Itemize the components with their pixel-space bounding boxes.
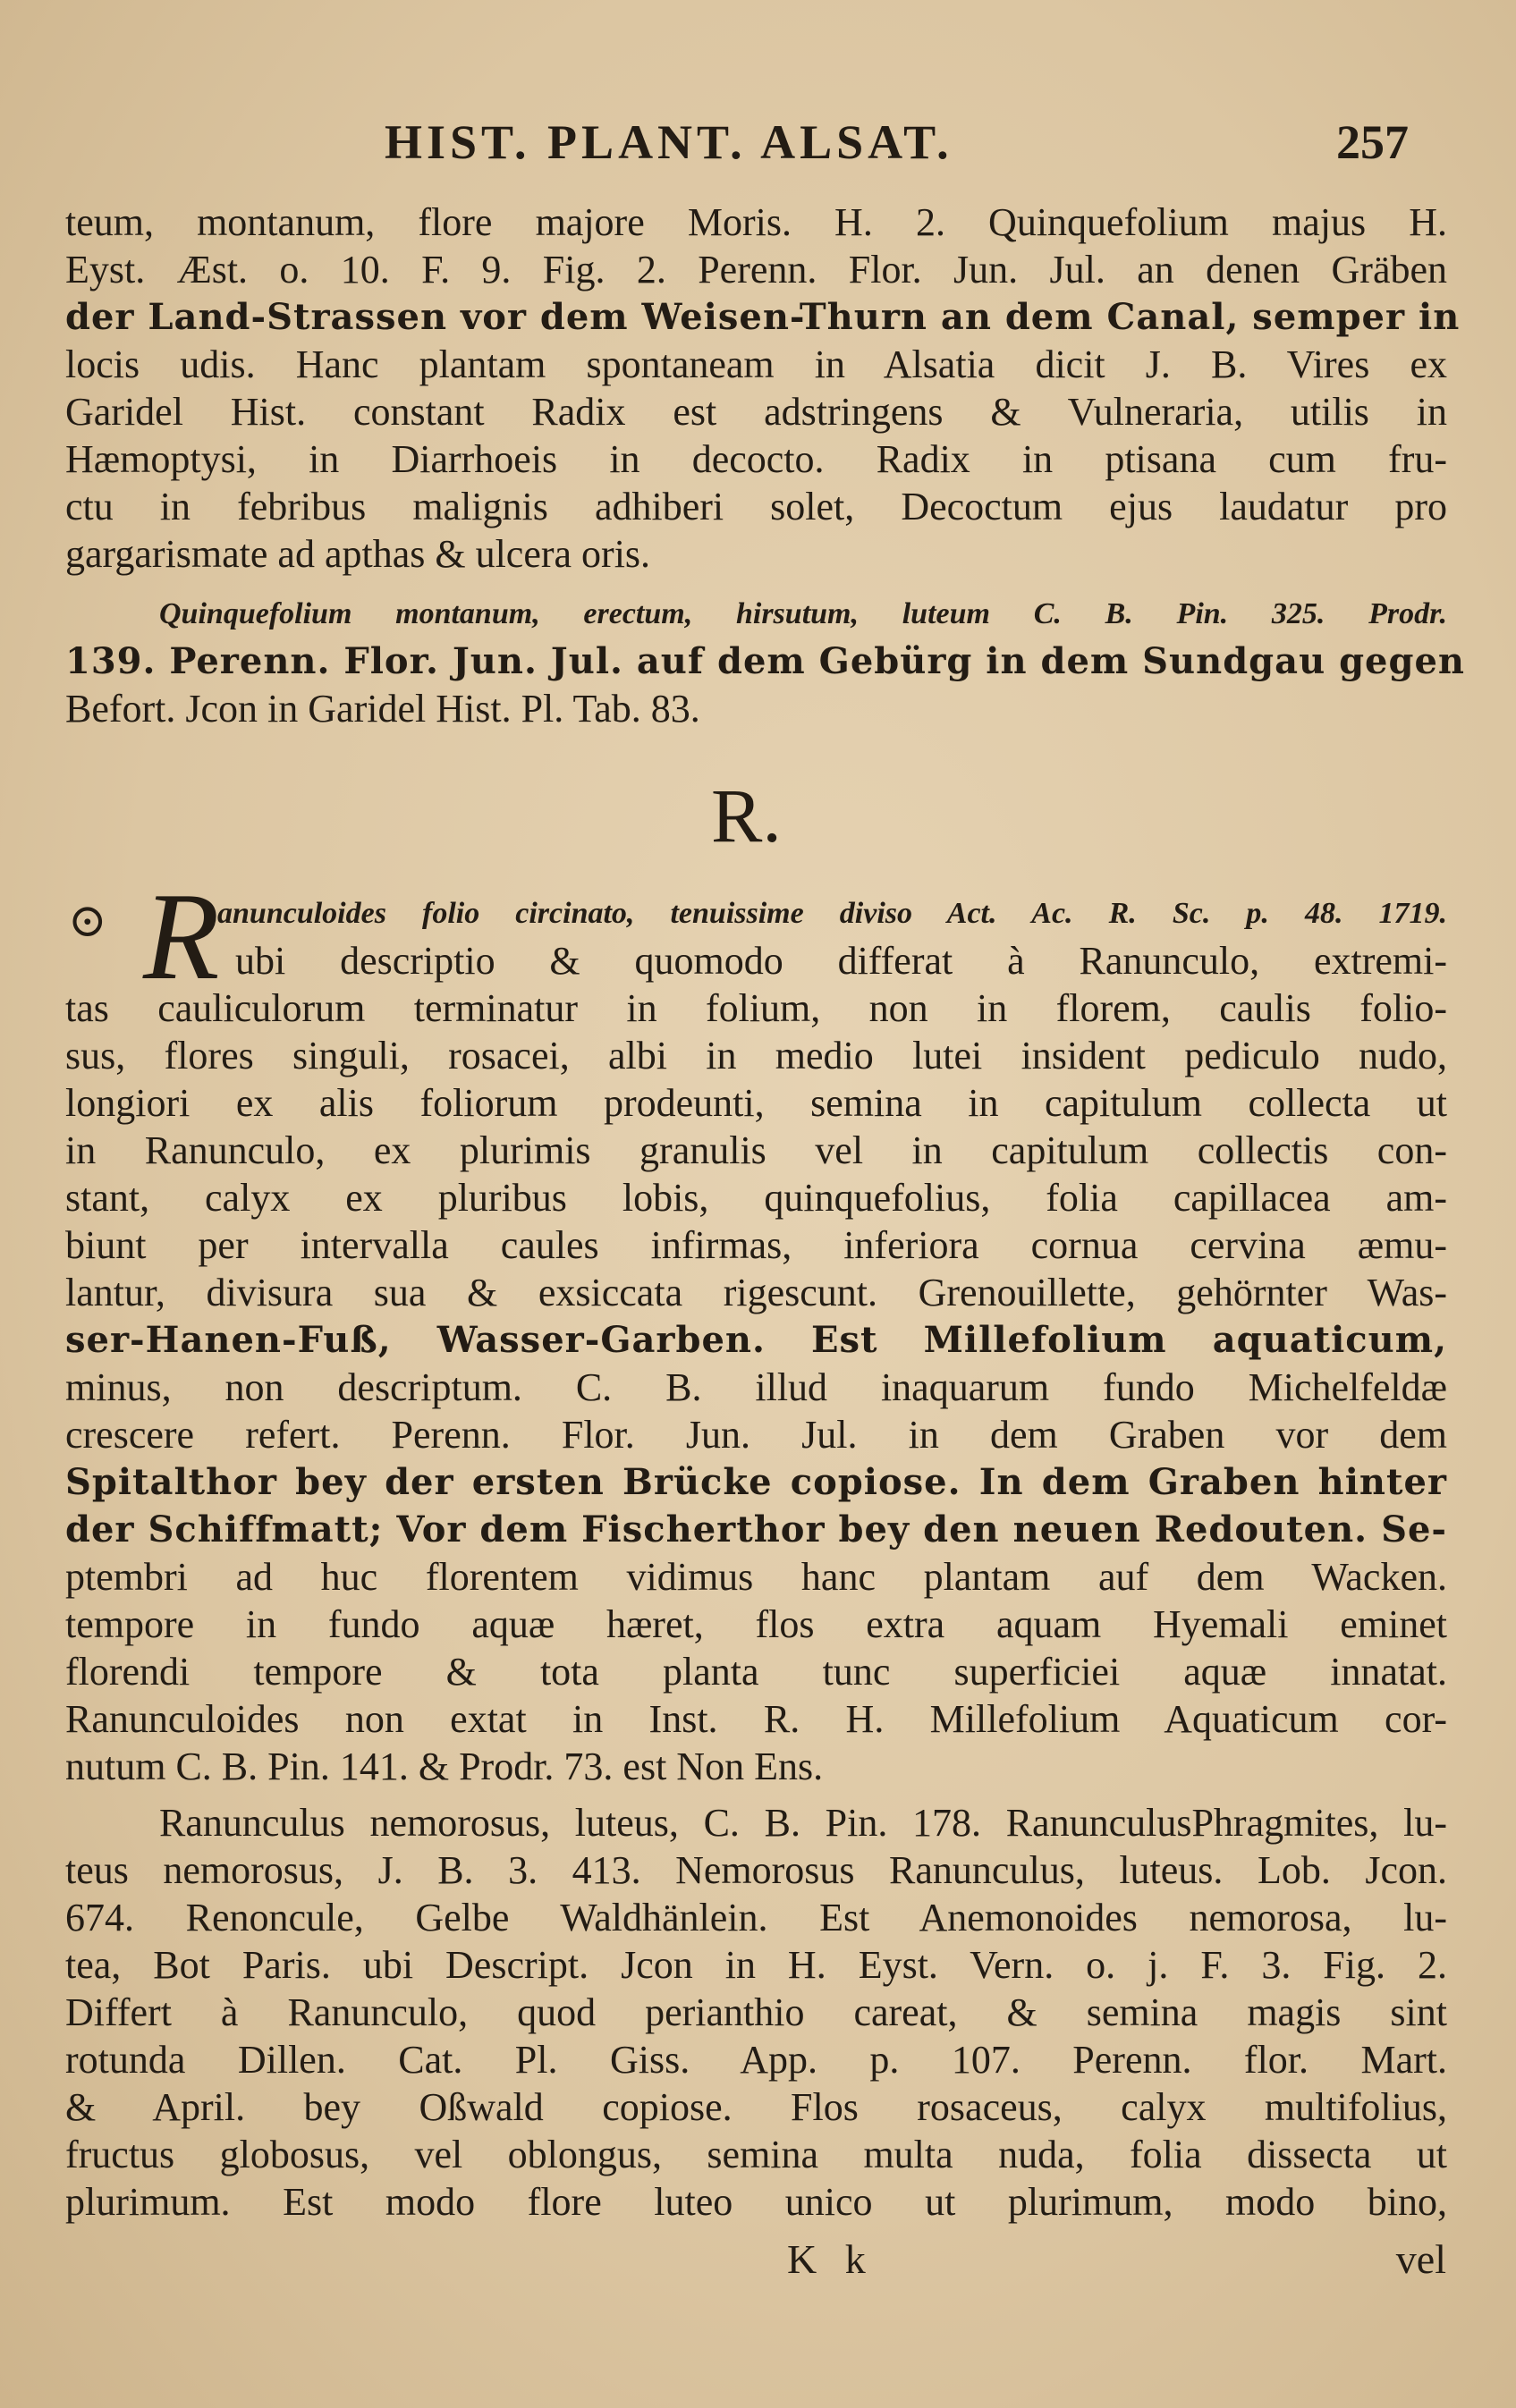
page-number: 257 — [1336, 115, 1409, 169]
text-line: Ranunculus nemorosus, luteus, C. B. Pin. 178. RanunculusPhragmites, lu- — [159, 1801, 1447, 1845]
text-line: Ranunculoides non extat in Inst. R. H. Millefolium Aquaticum cor- — [65, 1697, 1447, 1741]
text-line: teus nemorosus, J. B. 3. 413. Nemorosus Ranunculus, luteus. Lob. Jcon. — [65, 1848, 1447, 1892]
text-line: Differt à Ranunculo, quod perianthio careat, & semina magis sint — [65, 1990, 1447, 2034]
text-line: ctu in febribus malignis adhiberi solet, Decoctum ejus laudatur pro — [65, 485, 1447, 528]
paragraph-ranunculoides — [65, 890, 1447, 1790]
text-line: anunculoides folio circinato, tenuissime diviso Act. Ac. R. Sc. p. 48. 1719. — [217, 897, 1447, 930]
text-line: biunt per intervalla caules infirmas, inferiora cornua cervina æmu- — [65, 1223, 1447, 1267]
text-line: der Schiffmatt; Vor dem Fischerthor bey den neuen Redouten. Se- — [65, 1508, 1447, 1550]
text-line: tas cauliculorum terminatur in folium, non in florem, caulis folio- — [65, 986, 1447, 1030]
text-line: sus, flores singuli, rosacei, albi in medio lutei insident pediculo nudo, — [65, 1034, 1447, 1077]
catchword: vel — [1395, 2236, 1446, 2282]
drop-cap: R — [143, 867, 220, 1006]
section-letter: R. — [711, 773, 782, 858]
gathering-signature: K k — [787, 2236, 875, 2282]
paragraph-quinquefolium-majus — [65, 199, 1461, 578]
running-title: HIST. PLANT. ALSAT. — [385, 115, 953, 169]
text-line: ptembri ad huc florentem vidimus hanc plantam auf dem Wacken. — [65, 1555, 1447, 1599]
text-line: fructus globosus, vel oblongus, semina multa nuda, folia dissecta ut — [65, 2133, 1447, 2176]
text-line: tempore in fundo aquæ hæret, flos extra aquam Hyemali eminet — [65, 1602, 1447, 1646]
text-line: 674. Renoncule, Gelbe Waldhänlein. Est Anemonoides nemorosa, lu- — [65, 1896, 1447, 1939]
text-line: 139. Perenn. Flor. Jun. Jul. auf dem Gebürg in dem Sundgau gegen — [65, 640, 1465, 682]
text-line: ser-Hanen-Fuß, Wasser-Garben. Est Millefolium aquaticum, — [65, 1319, 1447, 1361]
page-header — [63, 114, 1453, 177]
text-line: in Ranunculo, ex plurimis granulis vel in capitulum collectis con- — [65, 1128, 1447, 1172]
text-line: nutum C. B. Pin. 141. & Prodr. 73. est Non Ens. — [65, 1745, 824, 1788]
text-line: Garidel Hist. constant Radix est adstringens & Vulneraria, utilis in — [65, 390, 1447, 434]
text-line: Spitalthor bey der ersten Brücke copiose. In dem Graben hinter — [65, 1461, 1447, 1503]
text-line: rotunda Dillen. Cat. Pl. Giss. App. p. 107. Perenn. flor. Mart. — [65, 2038, 1447, 2082]
text-line: gargarismate ad apthas & ulcera oris. — [65, 532, 651, 576]
text-line: florendi tempore & tota planta tunc superficiei aquæ innatat. — [65, 1650, 1447, 1694]
text-line: Befort. Jcon in Garidel Hist. Pl. Tab. 83. — [65, 687, 700, 731]
paragraph-quinquefolium-montanum — [65, 590, 1465, 732]
text-line: Hæmoptysi, in Diarrhoeis in decocto. Radix in ptisana cum fru- — [65, 437, 1447, 481]
paragraph-ranunculus-nemorosus — [65, 1799, 1447, 2226]
perennial-symbol-icon: ⊙ — [68, 896, 107, 947]
text-line: minus, non descriptum. C. B. illud inaquarum fundo Michelfeldæ — [65, 1365, 1447, 1409]
text-line: crescere refert. Perenn. Flor. Jun. Jul. in dem Graben vor dem — [65, 1413, 1447, 1457]
text-line: ubi descriptio & quomodo differat à Ranunculo, extremi- — [235, 939, 1447, 983]
text-line: lantur, divisura sua & exsiccata rigescunt. Grenouillette, gehörnter Was- — [65, 1271, 1447, 1314]
text-line: tea, Bot Paris. ubi Descript. Jcon in H. Eyst. Vern. o. j. F. 3. Fig. 2. — [65, 1943, 1447, 1987]
text-line: teum, montanum, flore majore Moris. H. 2. Quinquefolium majus H. — [65, 200, 1447, 244]
text-line: locis udis. Hanc plantam spontaneam in Alsatia dicit J. B. Vires ex — [65, 342, 1447, 386]
text-line: & April. bey Oßwald copiose. Flos rosaceus, calyx multifolius, — [65, 2085, 1447, 2129]
text-line: Quinquefolium montanum, erectum, hirsutum, luteum C. B. Pin. 325. Prodr. — [159, 597, 1447, 630]
text-line: longiori ex alis foliorum prodeunti, semina in capitulum collecta ut — [65, 1081, 1447, 1125]
text-line: plurimum. Est modo flore luteo unico ut plurimum, modo bino, — [65, 2180, 1447, 2224]
text-line: der Land-Strassen vor dem Weisen-Thurn an dem Canal, semper in — [65, 296, 1461, 338]
text-line: Eyst. Æst. o. 10. F. 9. Fig. 2. Perenn. Flor. Jun. Jul. an denen Gräben — [65, 248, 1447, 291]
text-line: stant, calyx ex pluribus lobis, quinquefolius, folia capillacea am- — [65, 1176, 1447, 1220]
